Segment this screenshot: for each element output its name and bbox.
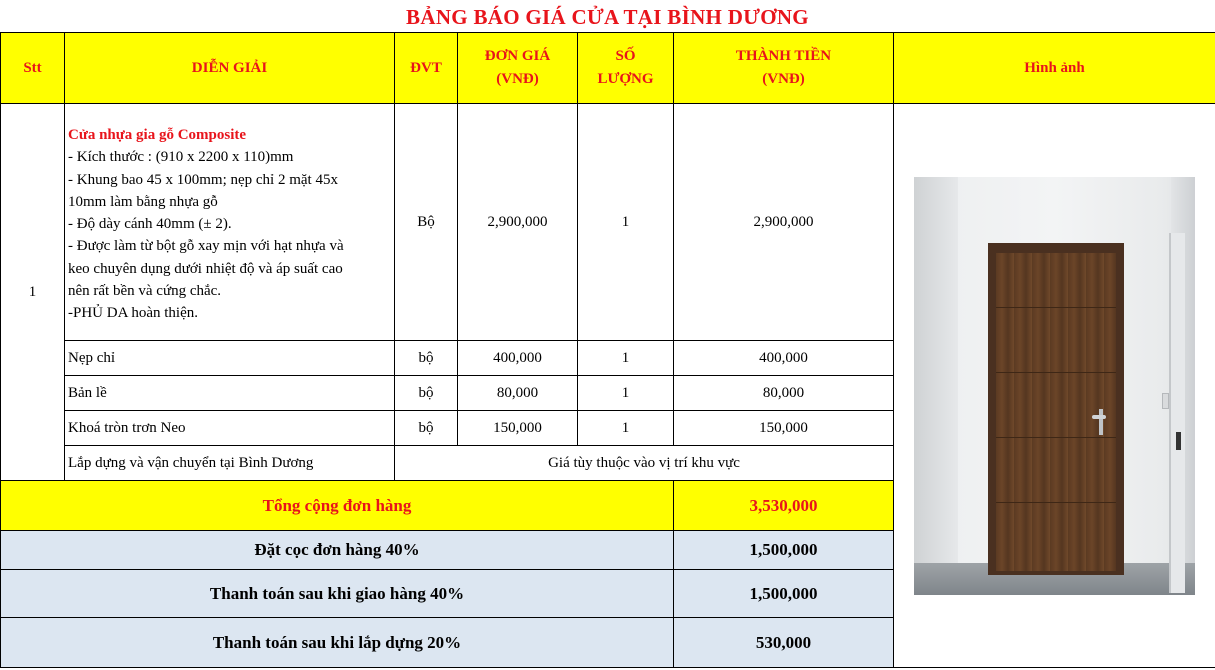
item-name: Khoá tròn trơn Neo xyxy=(65,411,395,446)
install-name: Lắp dựng và vận chuyển tại Bình Dương xyxy=(65,446,395,481)
delivery-label: Thanh toán sau khi giao hàng 40% xyxy=(1,570,674,618)
desc-line: -PHỦ DA hoàn thiện. xyxy=(68,305,198,322)
stt-cell: 1 xyxy=(1,104,65,481)
total-label: Tổng cộng đơn hàng xyxy=(1,481,674,531)
main-item-desc xyxy=(65,104,395,341)
item-name: Nẹp chỉ xyxy=(65,341,395,376)
item-price: 400,000 xyxy=(458,341,578,376)
item-unit: bộ xyxy=(395,376,458,411)
desc-line: - Được làm từ bột gỗ xay mịn với hạt nhựa và xyxy=(68,238,344,255)
deposit-value: 1,500,000 xyxy=(674,531,894,570)
header-stt: Stt xyxy=(1,33,65,104)
header-total-l1: THÀNH TIỀN xyxy=(735,48,832,64)
door-photo xyxy=(914,177,1195,595)
price-table xyxy=(0,32,1215,668)
main-item-unit: Bộ xyxy=(395,104,458,341)
item-name: Bản lề xyxy=(65,376,395,411)
item-unit: bộ xyxy=(395,341,458,376)
total-value: 3,530,000 xyxy=(674,481,894,531)
item-qty: 1 xyxy=(578,411,674,446)
header-price-l2: (VNĐ) xyxy=(496,71,539,87)
header-qty-l1: SỐ xyxy=(615,48,636,64)
image-cell xyxy=(894,104,1215,668)
main-item-price: 2,900,000 xyxy=(458,104,578,341)
install-payment-value: 530,000 xyxy=(674,618,894,668)
main-item-title: Cửa nhựa gia gỗ Composite xyxy=(68,127,247,143)
item-price: 80,000 xyxy=(458,376,578,411)
header-unit: ĐVT xyxy=(395,33,458,104)
desc-line: - Khung bao 45 x 100mm; nẹp chỉ 2 mặt 45x xyxy=(68,171,338,188)
header-price-l1: ĐƠN GIÁ xyxy=(484,48,551,64)
deposit-label: Đặt cọc đơn hàng 40% xyxy=(1,531,674,570)
item-qty: 1 xyxy=(578,376,674,411)
header-qty xyxy=(578,33,674,104)
main-item-total: 2,900,000 xyxy=(674,104,894,341)
item-total: 400,000 xyxy=(674,341,894,376)
item-qty: 1 xyxy=(578,341,674,376)
delivery-value: 1,500,000 xyxy=(674,570,894,618)
header-row xyxy=(1,33,1215,104)
install-payment-label: Thanh toán sau khi lắp dựng 20% xyxy=(1,618,674,668)
main-item-qty: 1 xyxy=(578,104,674,341)
desc-line: - Kích thước : (910 x 2200 x 110)mm xyxy=(68,149,294,166)
item-total: 80,000 xyxy=(674,376,894,411)
header-total xyxy=(674,33,894,104)
header-desc: DIỄN GIẢI xyxy=(65,33,395,104)
header-qty-l2: LƯỢNG xyxy=(597,71,654,87)
header-total-l2: (VNĐ) xyxy=(762,71,805,87)
page-title: BẢNG BÁO GIÁ CỬA TẠI BÌNH DƯƠNG xyxy=(406,5,809,29)
header-image: Hình ảnh xyxy=(894,33,1215,104)
item-price: 150,000 xyxy=(458,411,578,446)
item-total: 150,000 xyxy=(674,411,894,446)
desc-line: nên rất bền và cứng chắc. xyxy=(68,283,222,300)
desc-line: 10mm làm bằng nhựa gỗ xyxy=(68,193,218,210)
main-item-row xyxy=(1,104,1215,341)
header-price xyxy=(458,33,578,104)
desc-line: - Độ dày cánh 40mm (± 2). xyxy=(68,216,232,233)
install-note: Giá tùy thuộc vào vị trí khu vực xyxy=(395,446,894,481)
desc-line: keo chuyên dụng dưới nhiệt độ và áp suất cao xyxy=(68,260,343,277)
item-unit: bộ xyxy=(395,411,458,446)
